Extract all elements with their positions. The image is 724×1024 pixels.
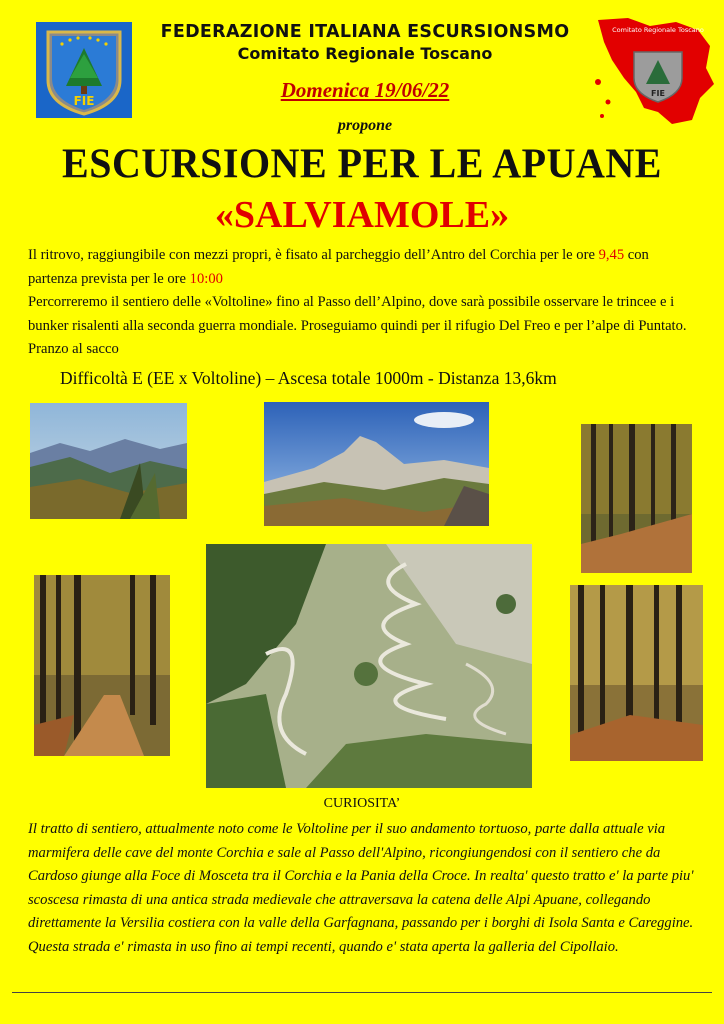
forest-trail-photo: [34, 575, 170, 756]
page-subtitle: «SALVIAMOLE»: [214, 194, 510, 236]
curiosita-heading: CURIOSITA’: [323, 796, 401, 811]
propone-label: propone: [337, 117, 393, 134]
mountain-ridge-photo: [30, 403, 187, 519]
page-title: ESCURSIONE PER LE APUANE: [62, 139, 662, 188]
curiosita-text: Il tratto di sentiero, attualmente noto come le Voltoline per il suo andamento tortuoso, parte dalla attuale via marmifera delle cave del monte Corchia e sale al Passo dell'Alpino, ricongiungendosi con il sentiero che da Cardoso giunge alla Foce di Mosceta tra il Corchia e la Pania della Croce. In realta' questo tratto e' la parte piu' scoscesa rimasta di una antica strada medievale che attraversava la catena delle Alpi Apuane, collegando direttamente la Versilia costiera con la valle della Garfagnana, passando per i borghi di Isola Santa e Careggine. Questa strada e' rimasta in uso fino ai tempi recenti, quando e' stata aperta la galleria del Cipollaio.: [28, 821, 694, 955]
departure-time: 10:00: [189, 270, 223, 287]
federation-title: FEDERAZIONE ITALIANA ESCURSIONSMO: [160, 22, 570, 42]
footer-divider: [12, 992, 712, 993]
voltoline-switchbacks-photo: [206, 544, 532, 788]
autumn-forest-photo: [581, 424, 692, 573]
difficulty-line: Difficoltà E (EE x Voltoline) – Ascesa totale 1000m - Distanza 13,6km: [60, 368, 557, 388]
meeting-time: 9,45: [598, 247, 625, 263]
fie-logo: [36, 22, 132, 118]
autumn-trees-photo: [570, 585, 703, 761]
intro-departure: con partenza prevista per le ore: [28, 247, 649, 287]
event-date: Domenica 19/06/22: [280, 78, 450, 102]
tuscany-map-caption: Comitato Regionale Toscano: [612, 26, 704, 34]
committee-subtitle: Comitato Regionale Toscano: [237, 44, 493, 63]
fie-logo-text: FIE: [73, 94, 95, 108]
tuscany-map: [588, 12, 718, 132]
intro-meeting: Il ritrovo, raggiungibile con mezzi propri, è fisato al parcheggio dell’Antro del Corchia per le ore: [28, 247, 599, 263]
peak-panorama-photo: [264, 402, 489, 526]
tuscany-map-logo-text: FIE: [651, 89, 665, 98]
intro-text: [28, 244, 700, 362]
intro-route: Percorreremo il sentiero delle «Voltoline» fino al Passo dell’Alpino, dove sarà possibile osservare le trincee e i bunker risalenti alla seconda guerra mondiale. Proseguiamo quindi per il rifugio Del Freo e per l’alpe di Puntato. Pranzo al sacco: [28, 294, 687, 357]
